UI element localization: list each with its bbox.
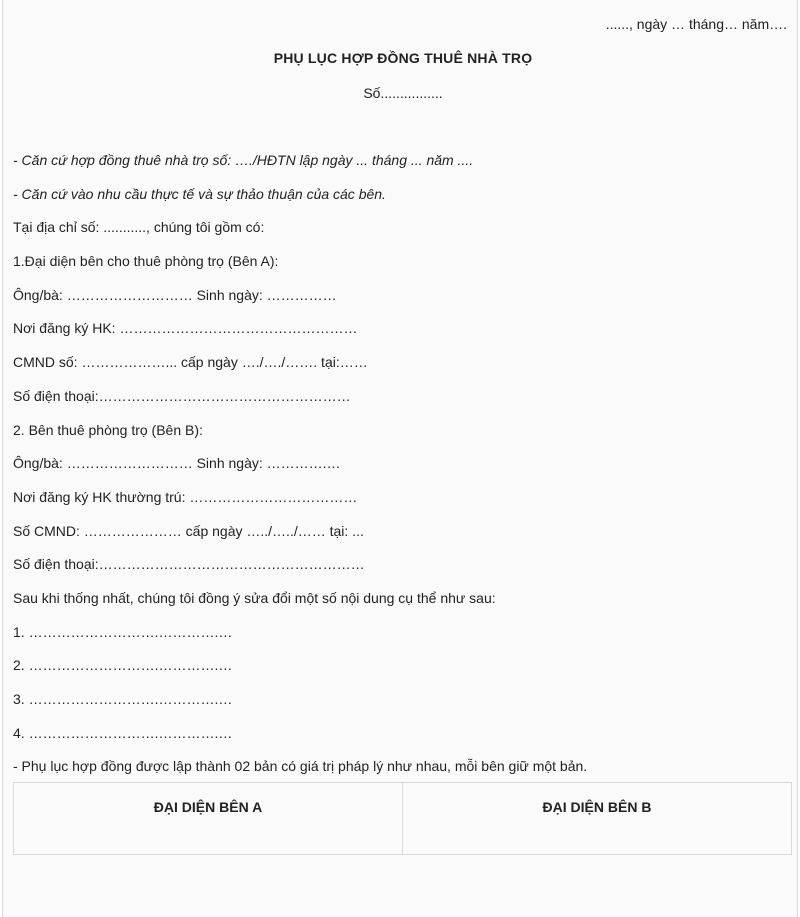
- body-line: 3. ……………………….………….…: [13, 691, 233, 707]
- document-number: Số................: [363, 85, 443, 101]
- body-line: 1.Đại diện bên cho thuê phòng trọ (Bên A):: [13, 253, 279, 270]
- body-line: Số điện thoại:…………………………………………………: [13, 556, 365, 573]
- date-line: ......, ngày … tháng… năm….: [605, 16, 787, 32]
- body-line: Số CMND: ………………… cấp ngày …../…../…… tại: ...: [13, 522, 364, 539]
- body-line: - Phụ lục hợp đồng được lập thành 02 bản có giá trị pháp lý như nhau, mỗi bên giữ một bản.: [13, 758, 588, 775]
- body-line: - Căn cứ hợp đồng thuê nhà trọ số: …./HĐTN lập ngày ... tháng ... năm ....: [13, 152, 474, 168]
- body-line: - Căn cứ vào nhu cầu thực tế và sự thảo thuận của các bên.: [13, 185, 386, 202]
- body-line: Ông/bà: ……………………… Sinh ngày: ………….…: [13, 455, 341, 472]
- signature-table: [13, 782, 792, 855]
- body-line: 2. ……………………….………….…: [13, 657, 233, 674]
- document-body: [13, 144, 793, 784]
- signature-party-a: ĐẠI DIỆN BÊN A: [153, 799, 263, 815]
- body-line: 1. ……………………….………….…: [13, 623, 233, 640]
- body-line: CMND số: ………………... cấp ngày …./…./……. tại:……: [13, 354, 368, 371]
- document-page: [2, 0, 798, 917]
- body-line: 2. Bên thuê phòng trọ (Bên B):: [13, 421, 203, 438]
- body-line: Nơi đăng ký HK thường trú: ………………………………: [13, 488, 358, 505]
- body-line: Sau khi thống nhất, chúng tôi đồng ý sửa đổi một số nội dung cụ thể như sau:: [13, 589, 496, 606]
- body-line: Nơi đăng ký HK: ……………………………………………: [13, 320, 358, 337]
- body-line: Số điện thoại:………………………………………………: [13, 387, 351, 404]
- signature-party-b: ĐẠI DIỆN BÊN B: [402, 783, 791, 854]
- body-line: 4. ……………………….………….…: [13, 724, 233, 741]
- body-line: Ông/bà: ……………………… Sinh ngày: ……………: [13, 286, 337, 303]
- document-title: PHỤ LỤC HỢP ĐỒNG THUÊ NHÀ TRỌ: [273, 50, 533, 66]
- body-line: Tại địa chỉ số: ..........., chúng tôi gồm có:: [13, 219, 265, 236]
